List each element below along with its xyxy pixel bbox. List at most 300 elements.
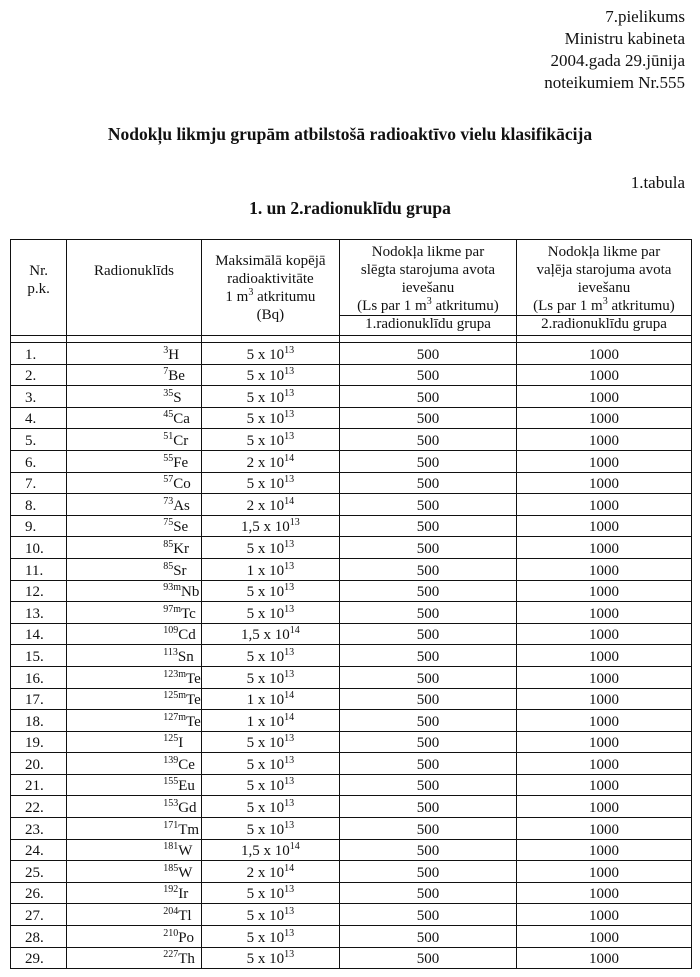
row-number: 2. bbox=[11, 364, 67, 386]
row-number: 21. bbox=[11, 774, 67, 796]
row-number: 29. bbox=[11, 947, 67, 969]
spacer-cell bbox=[340, 336, 517, 343]
element-symbol: W bbox=[178, 843, 193, 860]
spacer-cell bbox=[11, 336, 67, 343]
max-activity-cell bbox=[201, 731, 339, 753]
header-closed-line1: Nodokļa likme par bbox=[371, 244, 485, 260]
row-number: 14. bbox=[11, 623, 67, 645]
mass-number: 127m bbox=[163, 711, 186, 723]
radionuclide-cell bbox=[67, 494, 202, 516]
activity-base: 5 x 10 bbox=[246, 389, 285, 406]
activity-base: 5 x 10 bbox=[246, 411, 285, 428]
radionuclide-cell bbox=[67, 602, 202, 624]
activity-exponent: 13 bbox=[284, 668, 295, 680]
radionuclide-cell bbox=[67, 666, 202, 688]
element-symbol: Be bbox=[168, 368, 185, 385]
mass-number: 185 bbox=[163, 862, 179, 874]
group2-rate-cell: 1000 bbox=[516, 364, 691, 386]
group2-rate-cell: 1000 bbox=[516, 515, 691, 537]
group2-rate-cell: 1000 bbox=[516, 450, 691, 472]
group2-rate-cell: 1000 bbox=[516, 710, 691, 732]
radionuclide-cell bbox=[67, 537, 202, 559]
row-number: 1. bbox=[11, 343, 67, 365]
activity-exponent: 14 bbox=[284, 862, 295, 874]
activity-exponent: 13 bbox=[284, 582, 295, 594]
header-nr bbox=[11, 240, 67, 336]
max-activity-cell bbox=[201, 407, 339, 429]
activity-exponent: 13 bbox=[284, 906, 295, 918]
header-max-line3-pre: 1 m bbox=[225, 289, 249, 305]
activity-base: 1 x 10 bbox=[246, 713, 285, 730]
row-number: 8. bbox=[11, 494, 67, 516]
group1-rate-cell: 500 bbox=[340, 580, 517, 602]
mass-number: 204 bbox=[163, 906, 179, 918]
element-symbol: H bbox=[168, 346, 180, 363]
radionuclide-table bbox=[10, 239, 692, 969]
group2-rate-cell: 1000 bbox=[516, 818, 691, 840]
element-symbol: Eu bbox=[178, 778, 195, 795]
header-closed-line4-post: atkritumu) bbox=[431, 298, 499, 314]
max-activity-cell bbox=[201, 450, 339, 472]
table-row bbox=[11, 494, 692, 516]
table-row bbox=[11, 731, 692, 753]
mass-number: 155 bbox=[163, 776, 179, 788]
header-closed-line2: slēgta starojuma avota bbox=[360, 262, 496, 278]
activity-exponent: 13 bbox=[284, 776, 295, 788]
table-row bbox=[11, 688, 692, 710]
activity-base: 5 x 10 bbox=[246, 540, 285, 557]
group2-rate-cell: 1000 bbox=[516, 343, 691, 365]
radionuclide-cell bbox=[67, 818, 202, 840]
activity-base: 5 x 10 bbox=[246, 368, 285, 385]
group1-rate-cell: 500 bbox=[340, 429, 517, 451]
element-symbol: Ce bbox=[178, 756, 195, 773]
row-number: 23. bbox=[11, 818, 67, 840]
row-number: 25. bbox=[11, 861, 67, 883]
row-number: 18. bbox=[11, 710, 67, 732]
row-number: 17. bbox=[11, 688, 67, 710]
row-number: 24. bbox=[11, 839, 67, 861]
mass-number: 85 bbox=[163, 560, 174, 572]
element-symbol: Te bbox=[186, 692, 201, 709]
activity-exponent: 14 bbox=[289, 625, 300, 637]
mass-number: 55 bbox=[163, 452, 174, 464]
row-number: 13. bbox=[11, 602, 67, 624]
group1-rate-cell: 500 bbox=[340, 343, 517, 365]
group1-rate-cell: 500 bbox=[340, 947, 517, 969]
header-radionuclide-label: Radionuklīds bbox=[93, 263, 174, 279]
radionuclide-cell bbox=[67, 450, 202, 472]
max-activity-cell bbox=[201, 710, 339, 732]
activity-base: 5 x 10 bbox=[246, 584, 285, 601]
mass-number: 109 bbox=[163, 625, 179, 637]
header-open-line4-sup: 3 bbox=[602, 296, 608, 307]
annex-line-4: noteikumiem Nr.555 bbox=[544, 73, 685, 92]
activity-base: 5 x 10 bbox=[246, 670, 285, 687]
activity-base: 5 x 10 bbox=[246, 476, 285, 493]
header-closed-line4-pre: (Ls par 1 m bbox=[357, 298, 427, 314]
group1-rate-cell: 500 bbox=[340, 602, 517, 624]
table-row bbox=[11, 429, 692, 451]
table-row bbox=[11, 818, 692, 840]
annex-line-2: Ministru kabineta bbox=[564, 29, 685, 48]
row-number: 15. bbox=[11, 645, 67, 667]
group1-rate-cell: 500 bbox=[340, 364, 517, 386]
activity-exponent: 14 bbox=[284, 690, 295, 702]
element-symbol: Gd bbox=[178, 800, 197, 817]
mass-number: 51 bbox=[163, 430, 174, 442]
group2-rate-cell: 1000 bbox=[516, 602, 691, 624]
group2-rate-cell: 1000 bbox=[516, 926, 691, 948]
header-open-source bbox=[516, 240, 691, 316]
element-symbol: Tl bbox=[178, 908, 192, 925]
table-row bbox=[11, 926, 692, 948]
activity-exponent: 13 bbox=[284, 603, 295, 615]
max-activity-cell bbox=[201, 818, 339, 840]
mass-number: 113 bbox=[163, 646, 178, 658]
activity-exponent: 13 bbox=[284, 819, 295, 831]
element-symbol: Th bbox=[178, 951, 195, 968]
table-row bbox=[11, 580, 692, 602]
annex-line-3: 2004.gada 29.jūnija bbox=[550, 51, 685, 70]
radionuclide-cell bbox=[67, 926, 202, 948]
group2-rate-cell: 1000 bbox=[516, 882, 691, 904]
row-number: 22. bbox=[11, 796, 67, 818]
max-activity-cell bbox=[201, 839, 339, 861]
activity-exponent: 13 bbox=[284, 387, 295, 399]
table-row bbox=[11, 386, 692, 408]
table-row bbox=[11, 623, 692, 645]
group1-rate-cell: 500 bbox=[340, 796, 517, 818]
max-activity-cell bbox=[201, 882, 339, 904]
spacer-cell bbox=[67, 336, 202, 343]
mass-number: 75 bbox=[163, 517, 174, 529]
group1-rate-cell: 500 bbox=[340, 774, 517, 796]
radionuclide-cell bbox=[67, 580, 202, 602]
group1-rate-cell: 500 bbox=[340, 753, 517, 775]
activity-exponent: 14 bbox=[284, 711, 295, 723]
group2-rate-cell: 1000 bbox=[516, 558, 691, 580]
mass-number: 125m bbox=[163, 690, 186, 702]
annex-line-1: 7.pielikums bbox=[605, 7, 685, 26]
activity-exponent: 13 bbox=[284, 409, 295, 421]
activity-base: 1 x 10 bbox=[246, 562, 285, 579]
group1-rate-cell: 500 bbox=[340, 494, 517, 516]
activity-exponent: 13 bbox=[284, 538, 295, 550]
group2-rate-cell: 1000 bbox=[516, 386, 691, 408]
row-number: 9. bbox=[11, 515, 67, 537]
header-max-line3-sup: 3 bbox=[248, 287, 254, 298]
max-activity-cell bbox=[201, 688, 339, 710]
radionuclide-cell bbox=[67, 472, 202, 494]
activity-base: 5 x 10 bbox=[246, 886, 285, 903]
activity-exponent: 13 bbox=[284, 798, 295, 810]
row-number: 5. bbox=[11, 429, 67, 451]
mass-number: 153 bbox=[163, 798, 179, 810]
mass-number: 192 bbox=[163, 884, 179, 896]
row-number: 26. bbox=[11, 882, 67, 904]
spacer-cell bbox=[201, 336, 339, 343]
group1-rate-cell: 500 bbox=[340, 472, 517, 494]
element-symbol: Te bbox=[186, 713, 201, 730]
radionuclide-cell bbox=[67, 882, 202, 904]
activity-exponent: 13 bbox=[284, 560, 295, 572]
max-activity-cell bbox=[201, 472, 339, 494]
mass-number: 45 bbox=[163, 409, 174, 421]
activity-base: 1,5 x 10 bbox=[241, 843, 290, 860]
max-activity-cell bbox=[201, 861, 339, 883]
mass-number: 171 bbox=[163, 819, 179, 831]
mass-number: 123m bbox=[163, 668, 186, 680]
activity-base: 5 x 10 bbox=[246, 648, 285, 665]
max-activity-cell bbox=[201, 753, 339, 775]
header-max-line1: Maksimālā kopējā bbox=[215, 253, 326, 269]
radionuclide-cell bbox=[67, 343, 202, 365]
mass-number: 181 bbox=[163, 841, 179, 853]
activity-exponent: 14 bbox=[284, 495, 295, 507]
group1-rate-cell: 500 bbox=[340, 839, 517, 861]
group1-rate-cell: 500 bbox=[340, 731, 517, 753]
group1-rate-cell: 500 bbox=[340, 515, 517, 537]
row-number: 28. bbox=[11, 926, 67, 948]
header-max-activity bbox=[201, 240, 339, 336]
max-activity-cell bbox=[201, 947, 339, 969]
table-number: 1.tabula bbox=[630, 173, 685, 192]
table-row bbox=[11, 472, 692, 494]
element-symbol: Sn bbox=[177, 648, 194, 665]
mass-number: 3 bbox=[163, 344, 169, 356]
max-activity-cell bbox=[201, 429, 339, 451]
element-symbol: Tc bbox=[181, 605, 196, 622]
radionuclide-cell bbox=[67, 731, 202, 753]
mass-number: 35 bbox=[163, 387, 174, 399]
row-number: 19. bbox=[11, 731, 67, 753]
table-row bbox=[11, 947, 692, 969]
max-activity-cell bbox=[201, 343, 339, 365]
group2-rate-cell: 1000 bbox=[516, 537, 691, 559]
mass-number: 97m bbox=[163, 603, 181, 615]
activity-exponent: 13 bbox=[284, 884, 295, 896]
group1-rate-cell: 500 bbox=[340, 904, 517, 926]
activity-exponent: 13 bbox=[284, 927, 295, 939]
table-row bbox=[11, 882, 692, 904]
element-symbol: Sr bbox=[173, 562, 187, 579]
group2-rate-cell: 1000 bbox=[516, 472, 691, 494]
element-symbol: Se bbox=[173, 519, 189, 536]
group2-rate-cell: 1000 bbox=[516, 407, 691, 429]
header-closed-line3: ievešanu bbox=[401, 280, 455, 296]
radionuclide-cell bbox=[67, 796, 202, 818]
activity-base: 5 x 10 bbox=[246, 800, 285, 817]
activity-base: 5 x 10 bbox=[246, 821, 285, 838]
max-activity-cell bbox=[201, 515, 339, 537]
group2-rate-cell: 1000 bbox=[516, 580, 691, 602]
mass-number: 73 bbox=[163, 495, 174, 507]
table-row bbox=[11, 645, 692, 667]
max-activity-cell bbox=[201, 666, 339, 688]
header-open-line4-post: atkritumu) bbox=[607, 298, 675, 314]
element-symbol: Po bbox=[178, 929, 195, 946]
row-number: 27. bbox=[11, 904, 67, 926]
header-open-line4 bbox=[517, 297, 691, 315]
table-row bbox=[11, 558, 692, 580]
radionuclide-cell bbox=[67, 753, 202, 775]
header-group-2: 2.radionuklīdu grupa bbox=[516, 316, 691, 336]
activity-base: 5 x 10 bbox=[246, 929, 285, 946]
max-activity-cell bbox=[201, 364, 339, 386]
header-closed-source bbox=[340, 240, 517, 316]
mass-number: 139 bbox=[163, 754, 179, 766]
radionuclide-cell bbox=[67, 947, 202, 969]
element-symbol: Ca bbox=[173, 411, 190, 428]
max-activity-cell bbox=[201, 386, 339, 408]
table-row bbox=[11, 774, 692, 796]
row-number: 3. bbox=[11, 386, 67, 408]
radionuclide-cell bbox=[67, 429, 202, 451]
radionuclide-cell bbox=[67, 515, 202, 537]
table-row bbox=[11, 364, 692, 386]
max-activity-cell bbox=[201, 580, 339, 602]
table-row bbox=[11, 904, 692, 926]
group2-rate-cell: 1000 bbox=[516, 645, 691, 667]
group2-rate-cell: 1000 bbox=[516, 623, 691, 645]
max-activity-cell bbox=[201, 926, 339, 948]
activity-exponent: 13 bbox=[284, 733, 295, 745]
activity-base: 5 x 10 bbox=[246, 346, 285, 363]
element-symbol: Cd bbox=[178, 627, 196, 644]
group1-rate-cell: 500 bbox=[340, 450, 517, 472]
table-row bbox=[11, 796, 692, 818]
mass-number: 57 bbox=[163, 474, 174, 486]
group2-rate-cell: 1000 bbox=[516, 947, 691, 969]
radionuclide-cell bbox=[67, 558, 202, 580]
group1-rate-cell: 500 bbox=[340, 926, 517, 948]
activity-exponent: 13 bbox=[284, 366, 295, 378]
group1-rate-cell: 500 bbox=[340, 710, 517, 732]
radionuclide-cell bbox=[67, 623, 202, 645]
activity-exponent: 13 bbox=[284, 474, 295, 486]
mass-number: 7 bbox=[163, 366, 169, 378]
row-number: 4. bbox=[11, 407, 67, 429]
activity-base: 5 x 10 bbox=[246, 735, 285, 752]
header-closed-line4 bbox=[340, 297, 516, 315]
group1-rate-cell: 500 bbox=[340, 818, 517, 840]
header-nr-line1: Nr. bbox=[29, 263, 48, 279]
mass-number: 85 bbox=[163, 538, 174, 550]
table-row bbox=[11, 515, 692, 537]
max-activity-cell bbox=[201, 623, 339, 645]
activity-base: 1 x 10 bbox=[246, 692, 285, 709]
table-body bbox=[11, 343, 692, 969]
group1-rate-cell: 500 bbox=[340, 882, 517, 904]
activity-base: 5 x 10 bbox=[246, 908, 285, 925]
element-symbol: As bbox=[173, 497, 190, 514]
spacer-cell bbox=[516, 336, 691, 343]
table-row bbox=[11, 861, 692, 883]
max-activity-cell bbox=[201, 537, 339, 559]
group2-rate-cell: 1000 bbox=[516, 666, 691, 688]
group2-rate-cell: 1000 bbox=[516, 429, 691, 451]
group1-rate-cell: 500 bbox=[340, 861, 517, 883]
row-number: 10. bbox=[11, 537, 67, 559]
activity-base: 2 x 10 bbox=[246, 497, 285, 514]
radionuclide-cell bbox=[67, 407, 202, 429]
table-row bbox=[11, 407, 692, 429]
table-row bbox=[11, 753, 692, 775]
table-row bbox=[11, 537, 692, 559]
mass-number: 227 bbox=[163, 949, 179, 961]
radionuclide-cell bbox=[67, 710, 202, 732]
max-activity-cell bbox=[201, 602, 339, 624]
header-closed-line4-sup: 3 bbox=[426, 296, 432, 307]
activity-exponent: 13 bbox=[284, 754, 295, 766]
radionuclide-cell bbox=[67, 774, 202, 796]
max-activity-cell bbox=[201, 645, 339, 667]
activity-base: 5 x 10 bbox=[246, 432, 285, 449]
activity-base: 2 x 10 bbox=[246, 864, 285, 881]
activity-base: 5 x 10 bbox=[246, 951, 285, 968]
group2-rate-cell: 1000 bbox=[516, 688, 691, 710]
radionuclide-cell bbox=[67, 364, 202, 386]
element-symbol: Nb bbox=[181, 584, 200, 601]
table-row bbox=[11, 343, 692, 365]
row-number: 6. bbox=[11, 450, 67, 472]
group2-rate-cell: 1000 bbox=[516, 796, 691, 818]
activity-base: 1,5 x 10 bbox=[241, 519, 290, 536]
row-number: 12. bbox=[11, 580, 67, 602]
table-row bbox=[11, 710, 692, 732]
group1-rate-cell: 500 bbox=[340, 623, 517, 645]
group2-rate-cell: 1000 bbox=[516, 494, 691, 516]
group2-rate-cell: 1000 bbox=[516, 774, 691, 796]
group1-rate-cell: 500 bbox=[340, 407, 517, 429]
element-symbol: Tm bbox=[178, 821, 200, 838]
element-symbol: Ir bbox=[178, 886, 189, 903]
group1-rate-cell: 500 bbox=[340, 537, 517, 559]
radionuclide-cell bbox=[67, 861, 202, 883]
header-nr-line2: p.k. bbox=[27, 281, 50, 297]
header-open-line4-pre: (Ls par 1 m bbox=[533, 298, 603, 314]
element-symbol: Kr bbox=[173, 540, 190, 557]
activity-exponent: 13 bbox=[284, 430, 295, 442]
table-row bbox=[11, 666, 692, 688]
row-number: 16. bbox=[11, 666, 67, 688]
annex-block bbox=[544, 6, 685, 94]
max-activity-cell bbox=[201, 796, 339, 818]
group1-rate-cell: 500 bbox=[340, 558, 517, 580]
group1-rate-cell: 500 bbox=[340, 645, 517, 667]
radionuclide-cell bbox=[67, 386, 202, 408]
element-symbol: S bbox=[173, 389, 182, 406]
header-max-line4: (Bq) bbox=[256, 307, 285, 323]
radionuclide-cell bbox=[67, 904, 202, 926]
header-open-line3: ievešanu bbox=[577, 280, 631, 296]
max-activity-cell bbox=[201, 904, 339, 926]
header-max-line3 bbox=[202, 288, 339, 306]
activity-base: 5 x 10 bbox=[246, 756, 285, 773]
max-activity-cell bbox=[201, 774, 339, 796]
row-number: 11. bbox=[11, 558, 67, 580]
header-open-line2: vaļēja starojuma avota bbox=[536, 262, 672, 278]
mass-number: 93m bbox=[163, 582, 181, 594]
group2-rate-cell: 1000 bbox=[516, 753, 691, 775]
group2-rate-cell: 1000 bbox=[516, 904, 691, 926]
header-max-line2: radioaktivitāte bbox=[227, 271, 314, 287]
row-number: 20. bbox=[11, 753, 67, 775]
table-subtitle: 1. un 2.radionuklīdu grupa bbox=[249, 198, 451, 218]
group2-rate-cell: 1000 bbox=[516, 861, 691, 883]
table-row bbox=[11, 839, 692, 861]
